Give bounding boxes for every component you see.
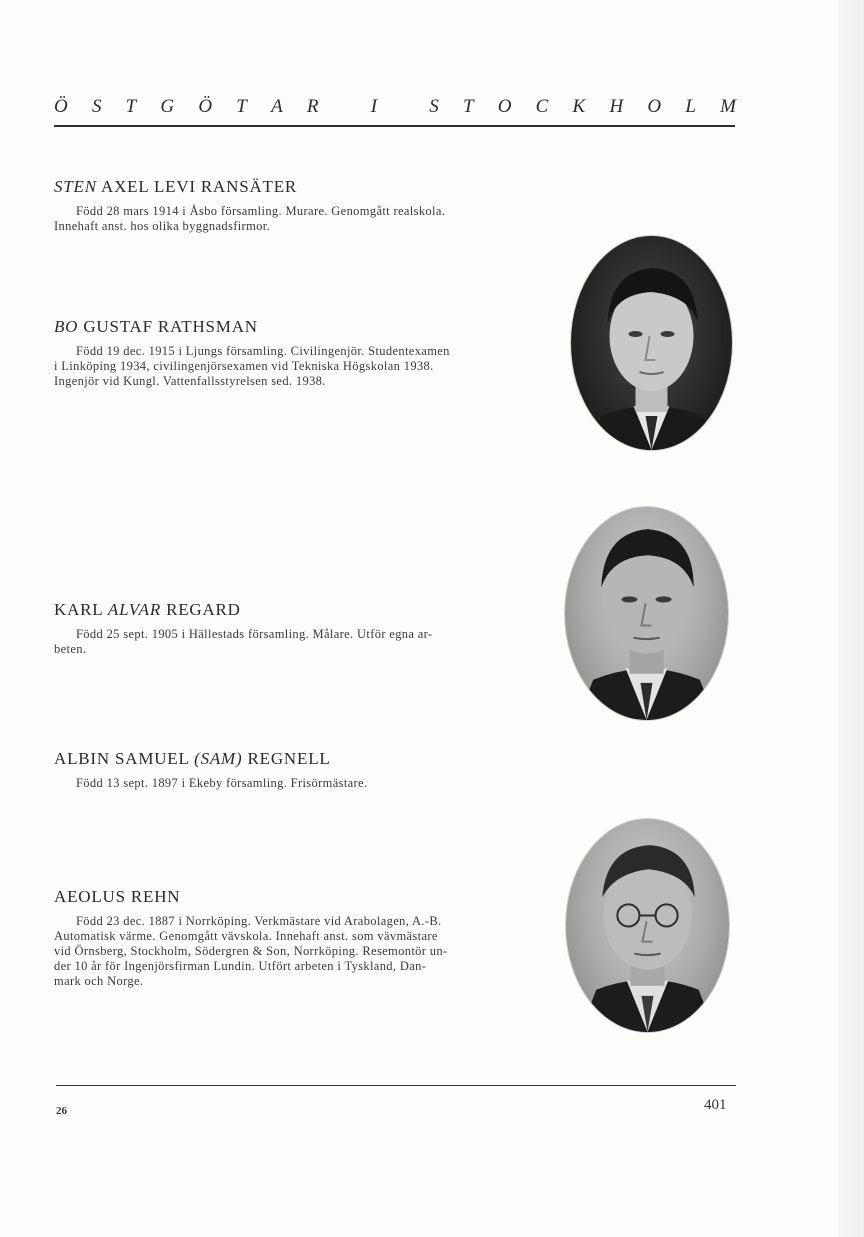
portrait-regard <box>565 507 728 720</box>
entry-rehn <box>54 887 524 989</box>
running-head-letter: O <box>647 96 662 117</box>
page-edge <box>838 0 864 1237</box>
running-head-letter: L <box>685 96 696 117</box>
running-head <box>54 96 736 118</box>
entry-bio <box>54 914 524 989</box>
name-italic: BO <box>54 317 79 336</box>
bio-line: Född 19 dec. 1915 i Ljungs församling. Civilingenjör. Studentexamen <box>76 344 450 358</box>
footer-rule <box>56 1085 736 1086</box>
running-head-letter: T <box>462 96 474 117</box>
folio-right: 401 <box>704 1097 727 1113</box>
bio-line: der 10 år för Ingenjörsfirman Lundin. Utfört arbeten i Tyskland, Dan- <box>54 959 427 973</box>
name-pre: ALBIN SAMUEL <box>54 749 195 768</box>
bio-line: Född 13 sept. 1897 i Ekeby församling. Frisörmästare. <box>76 776 368 790</box>
portrait-figure <box>566 819 729 1032</box>
entry-name <box>54 749 524 769</box>
running-head-letter: S <box>429 96 439 117</box>
name-italic: ALVAR <box>107 600 162 619</box>
name-italic: STEN <box>54 177 97 196</box>
portrait-rathsman <box>571 236 732 450</box>
running-head-letter: I <box>370 96 378 117</box>
bio-line: beten. <box>54 642 87 656</box>
name-rest: AEOLUS REHN <box>54 887 181 906</box>
running-head-letter: G <box>160 96 175 117</box>
name-rest: REGNELL <box>242 749 331 768</box>
entry-ransater <box>54 177 524 234</box>
entry-bio <box>54 204 524 234</box>
bio-line: Född 25 sept. 1905 i Hällestads församling. Målare. Utför egna ar- <box>76 627 433 641</box>
entry-bio <box>54 627 524 657</box>
bio-line: Automatisk värme. Genomgått vävskola. Innehaft anst. som vävmästare <box>54 929 438 943</box>
portrait-figure <box>565 507 728 720</box>
running-head-letter: S <box>91 96 102 117</box>
running-head-letter: O <box>497 96 512 117</box>
running-head-letter: R <box>306 96 319 117</box>
running-head-letter: Ö <box>54 96 68 117</box>
running-head-letter: T <box>236 96 247 117</box>
portrait-rehn <box>566 819 729 1032</box>
bio-line: Innehaft anst. hos olika byggnadsfirmor. <box>54 219 271 233</box>
running-head-letter: Ö <box>198 96 213 117</box>
entry-name <box>54 317 524 337</box>
bio-line: Född 28 mars 1914 i Åsbo församling. Murare. Genomgått realskola. <box>76 204 446 218</box>
entry-name <box>54 177 524 197</box>
entry-regard <box>54 600 524 657</box>
portrait-figure <box>571 236 732 450</box>
bio-line: Ingenjör vid Kungl. Vattenfallsstyrelsen sed. 1938. <box>54 374 326 388</box>
entry-name <box>54 887 524 907</box>
bio-line: vid Örnsberg, Stockholm, Södergren & Son, Norrköping. Resemontör un- <box>54 944 448 958</box>
bio-line: mark och Norge. <box>54 974 144 988</box>
running-head-letter: T <box>125 96 137 117</box>
name-italic: (SAM) <box>194 749 243 768</box>
running-head-letter: K <box>572 96 586 117</box>
running-head-letter: M <box>720 96 736 117</box>
running-head-letter: C <box>535 96 549 117</box>
entry-bio <box>54 344 524 389</box>
folio-left: 26 <box>56 1105 67 1117</box>
name-rest: GUSTAF RATHSMAN <box>78 317 258 336</box>
entry-bio <box>54 776 524 791</box>
name-rest: REGARD <box>161 600 241 619</box>
name-rest: AXEL LEVI RANSÄTER <box>96 177 298 196</box>
running-head-letter: A <box>271 96 283 117</box>
bio-line: Född 23 dec. 1887 i Norrköping. Verkmästare vid Arabolagen, A.-B. <box>76 914 442 928</box>
header-rule <box>54 125 735 127</box>
entry-regnell <box>54 749 524 791</box>
name-pre: KARL <box>54 600 108 619</box>
bio-line: i Linköping 1934, civilingenjörsexamen vid Tekniska Högskolan 1938. <box>54 359 434 373</box>
running-head-letter: H <box>609 96 624 117</box>
entry-rathsman <box>54 317 524 389</box>
entry-name <box>54 600 524 620</box>
